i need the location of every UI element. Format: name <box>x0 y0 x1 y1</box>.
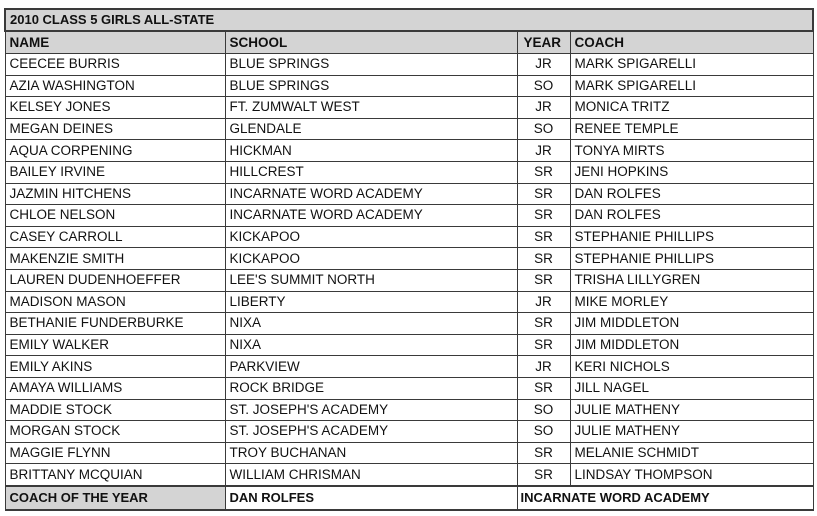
cell-school: KICKAPOO <box>225 248 517 270</box>
table-row <box>5 269 813 291</box>
table-title: 2010 CLASS 5 GIRLS ALL-STATE <box>5 9 813 31</box>
cell-school: GLENDALE <box>225 118 517 140</box>
cell-coach: JIM MIDDLETON <box>570 313 813 335</box>
cell-coach: JULIE MATHENY <box>570 399 813 421</box>
cell-coach: TONYA MIRTS <box>570 140 813 162</box>
table-row <box>5 248 813 270</box>
table-row <box>5 183 813 205</box>
cell-name: EMILY WALKER <box>5 334 225 356</box>
cell-name: MADISON MASON <box>5 291 225 313</box>
cell-coach: MELANIE SCHMIDT <box>570 442 813 464</box>
cell-school: NIXA <box>225 334 517 356</box>
cell-coach: DAN ROLFES <box>570 205 813 227</box>
cell-name: AQUA CORPENING <box>5 140 225 162</box>
cell-coach: JENI HOPKINS <box>570 161 813 183</box>
table-row <box>5 161 813 183</box>
cell-year: SR <box>517 377 570 399</box>
header-year: YEAR <box>517 31 570 54</box>
cell-coach: JIM MIDDLETON <box>570 334 813 356</box>
cell-name: MAGGIE FLYNN <box>5 442 225 464</box>
cell-name: BRITTANY MCQUIAN <box>5 464 225 486</box>
header-school: SCHOOL <box>225 31 517 54</box>
coach-of-year-school: INCARNATE WORD ACADEMY <box>517 486 813 510</box>
cell-coach: KERI NICHOLS <box>570 356 813 378</box>
cell-year: SR <box>517 183 570 205</box>
header-name: NAME <box>5 31 225 54</box>
table-row <box>5 226 813 248</box>
table-row <box>5 75 813 97</box>
cell-coach: MARK SPIGARELLI <box>570 54 813 76</box>
cell-name: LAUREN DUDENHOEFFER <box>5 269 225 291</box>
title-row <box>5 9 813 31</box>
cell-school: ST. JOSEPH'S ACADEMY <box>225 399 517 421</box>
cell-year: SO <box>517 75 570 97</box>
cell-year: SR <box>517 334 570 356</box>
cell-name: BAILEY IRVINE <box>5 161 225 183</box>
cell-coach: JILL NAGEL <box>570 377 813 399</box>
cell-coach: TRISHA LILLYGREN <box>570 269 813 291</box>
cell-coach: STEPHANIE PHILLIPS <box>570 248 813 270</box>
table-body <box>5 9 813 510</box>
table-row <box>5 334 813 356</box>
cell-name: EMILY AKINS <box>5 356 225 378</box>
cell-name: MADDIE STOCK <box>5 399 225 421</box>
cell-school: INCARNATE WORD ACADEMY <box>225 183 517 205</box>
cell-year: SR <box>517 205 570 227</box>
cell-coach: DAN ROLFES <box>570 183 813 205</box>
cell-coach: LINDSAY THOMPSON <box>570 464 813 486</box>
cell-name: CEECEE BURRIS <box>5 54 225 76</box>
cell-year: SO <box>517 421 570 443</box>
cell-name: JAZMIN HITCHENS <box>5 183 225 205</box>
cell-school: LIBERTY <box>225 291 517 313</box>
cell-name: MORGAN STOCK <box>5 421 225 443</box>
cell-school: TROY BUCHANAN <box>225 442 517 464</box>
cell-coach: MARK SPIGARELLI <box>570 75 813 97</box>
cell-year: SR <box>517 248 570 270</box>
table-row <box>5 54 813 76</box>
cell-school: NIXA <box>225 313 517 335</box>
cell-name: AZIA WASHINGTON <box>5 75 225 97</box>
cell-name: AMAYA WILLIAMS <box>5 377 225 399</box>
cell-year: SR <box>517 313 570 335</box>
cell-school: HILLCREST <box>225 161 517 183</box>
table-row <box>5 205 813 227</box>
cell-school: LEE'S SUMMIT NORTH <box>225 269 517 291</box>
table-row <box>5 464 813 486</box>
header-row <box>5 31 813 54</box>
cell-year: SR <box>517 269 570 291</box>
table-row <box>5 421 813 443</box>
table-row <box>5 442 813 464</box>
cell-school: FT. ZUMWALT WEST <box>225 97 517 119</box>
cell-name: KELSEY JONES <box>5 97 225 119</box>
cell-year: JR <box>517 140 570 162</box>
cell-coach: STEPHANIE PHILLIPS <box>570 226 813 248</box>
table-row <box>5 377 813 399</box>
cell-coach: MIKE MORLEY <box>570 291 813 313</box>
coach-of-year-label: COACH OF THE YEAR <box>5 486 225 510</box>
cell-school: HICKMAN <box>225 140 517 162</box>
cell-coach: RENEE TEMPLE <box>570 118 813 140</box>
cell-year: JR <box>517 54 570 76</box>
cell-year: SO <box>517 118 570 140</box>
cell-name: BETHANIE FUNDERBURKE <box>5 313 225 335</box>
cell-name: MAKENZIE SMITH <box>5 248 225 270</box>
table-row <box>5 118 813 140</box>
table-row <box>5 313 813 335</box>
cell-school: ST. JOSEPH'S ACADEMY <box>225 421 517 443</box>
cell-year: SO <box>517 399 570 421</box>
cell-year: SR <box>517 161 570 183</box>
coach-of-year-row <box>5 486 813 510</box>
cell-coach: JULIE MATHENY <box>570 421 813 443</box>
cell-school: WILLIAM CHRISMAN <box>225 464 517 486</box>
header-coach: COACH <box>570 31 813 54</box>
cell-school: INCARNATE WORD ACADEMY <box>225 205 517 227</box>
coach-of-year-coach: DAN ROLFES <box>225 486 517 510</box>
cell-coach: MONICA TRITZ <box>570 97 813 119</box>
all-state-table <box>4 8 814 511</box>
cell-name: MEGAN DEINES <box>5 118 225 140</box>
table-row <box>5 97 813 119</box>
cell-year: JR <box>517 356 570 378</box>
cell-name: CASEY CARROLL <box>5 226 225 248</box>
cell-year: SR <box>517 226 570 248</box>
table-row <box>5 399 813 421</box>
cell-year: JR <box>517 97 570 119</box>
cell-name: CHLOE NELSON <box>5 205 225 227</box>
cell-year: JR <box>517 291 570 313</box>
cell-school: KICKAPOO <box>225 226 517 248</box>
cell-year: SR <box>517 442 570 464</box>
table-row <box>5 291 813 313</box>
cell-year: SR <box>517 464 570 486</box>
table-row <box>5 356 813 378</box>
cell-school: PARKVIEW <box>225 356 517 378</box>
cell-school: BLUE SPRINGS <box>225 54 517 76</box>
cell-school: BLUE SPRINGS <box>225 75 517 97</box>
cell-school: ROCK BRIDGE <box>225 377 517 399</box>
table-row <box>5 140 813 162</box>
